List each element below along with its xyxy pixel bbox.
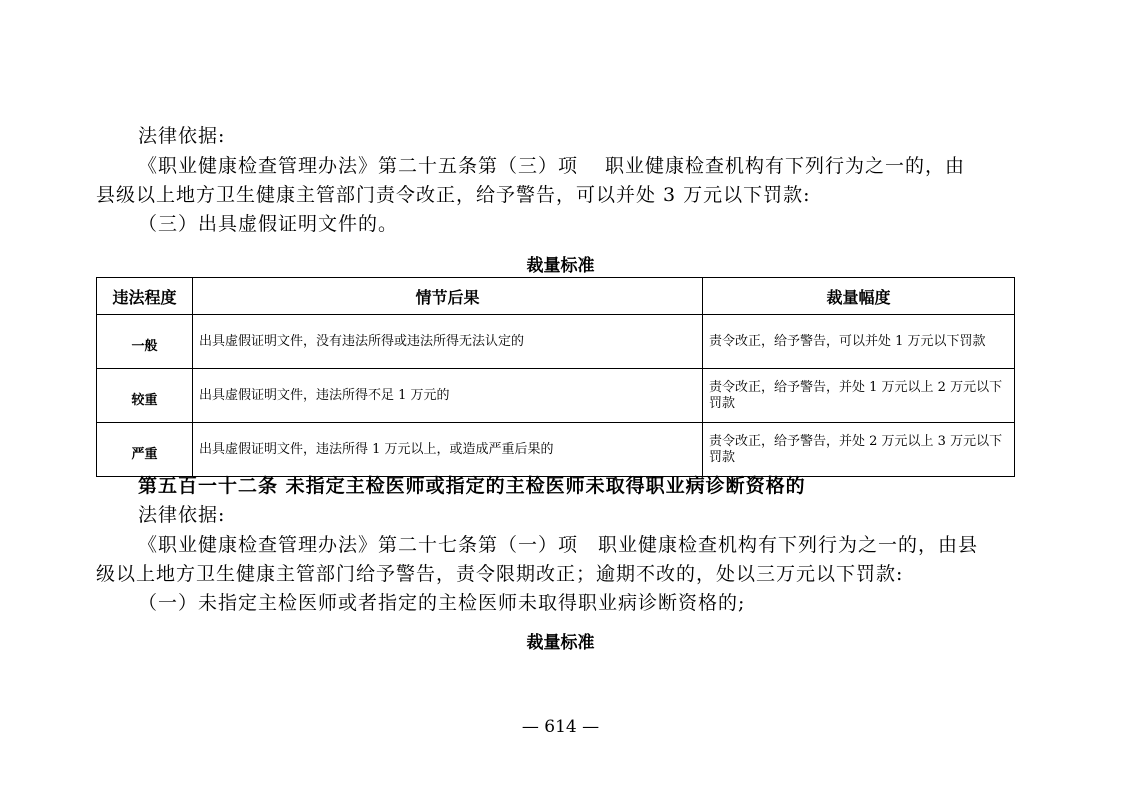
row-range: 责令改正，给予警告，可以并处 1 万元以下罚款 <box>703 315 1015 369</box>
page-number: — 614 — <box>521 717 600 737</box>
row-level: 一般 <box>97 315 193 369</box>
row-level: 较重 <box>97 369 193 423</box>
table-row <box>97 423 1015 477</box>
row-circumstance: 出具虚假证明文件，违法所得 1 万元以上，或造成严重后果的 <box>193 423 703 477</box>
table-row <box>97 369 1015 423</box>
table-header-row <box>97 278 1015 315</box>
row-circumstance: 出具虚假证明文件，没有违法所得或违法所得无法认定的 <box>193 315 703 369</box>
table-row <box>97 315 1015 369</box>
basis-label-2: 法律依据: <box>138 504 226 526</box>
row-circumstance: 出具虚假证明文件，违法所得不足 1 万元的 <box>193 369 703 423</box>
basis-text-2-line1: 《职业健康检查管理办法》第二十七条第（一）项 职业健康检查机构有下列行为之一的，由县 <box>138 534 979 556</box>
header-violation-degree: 违法程度 <box>97 278 193 315</box>
table-caption-1: 裁量标准 <box>526 256 595 276</box>
row-range: 责令改正，给予警告，并处 1 万元以上 2 万元以下罚款 <box>703 369 1015 423</box>
header-circumstance: 情节后果 <box>193 278 703 315</box>
basis-label-1: 法律依据: <box>138 125 226 147</box>
basis-item-2: （一）未指定主检医师或者指定的主检医师未取得职业病诊断资格的; <box>138 592 746 614</box>
basis-text-2-line2: 级以上地方卫生健康主管部门给予警告，责令限期改正；逾期不改的，处以三万元以下罚款: <box>96 563 904 585</box>
table-caption-2: 裁量标准 <box>526 633 595 653</box>
basis-item-1: （三）出具虚假证明文件的。 <box>138 213 399 235</box>
row-range: 责令改正，给予警告，并处 2 万元以上 3 万元以下罚款 <box>703 423 1015 477</box>
row-level: 严重 <box>97 423 193 477</box>
basis-text-1-line1: 《职业健康检查管理办法》第二十五条第（三）项 职业健康检查机构有下列行为之一的，由 <box>138 155 966 177</box>
header-discretion-range: 裁量幅度 <box>703 278 1015 315</box>
basis-text-1-line2: 县级以上地方卫生健康主管部门责令改正，给予警告，可以并处 3 万元以下罚款: <box>96 184 811 206</box>
discretion-table <box>96 277 1015 477</box>
article-heading: 第五百一十二条 未指定主检医师或指定的主检医师未取得职业病诊断资格的 <box>138 475 806 497</box>
